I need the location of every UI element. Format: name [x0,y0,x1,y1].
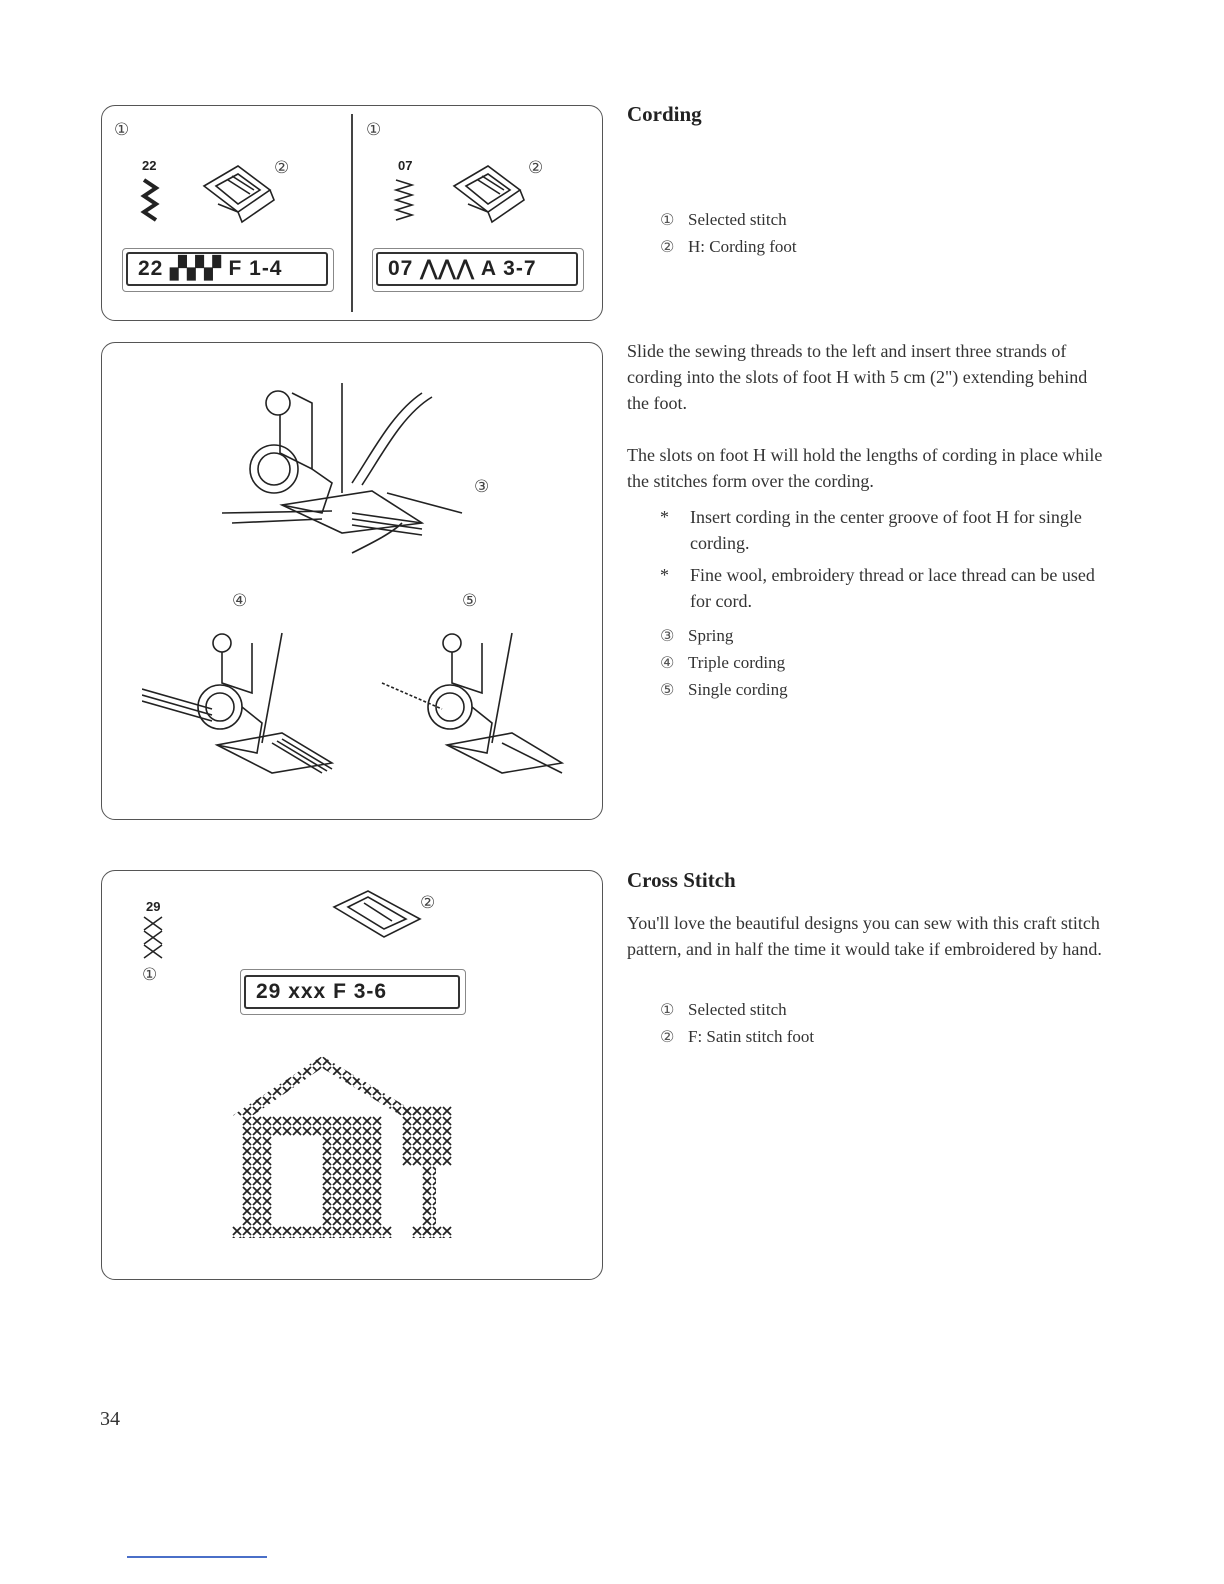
stitch-number: 07 [398,158,413,173]
stitch-pattern-icon [390,176,420,222]
single-cording-illustration [372,623,572,783]
triple-cording-marker: ④ [232,591,248,611]
marker-2: ② [420,893,436,913]
part-text: Single cording [688,680,788,699]
part-mark: ④ [660,653,675,672]
legend-item [660,237,797,257]
legend-mark: ② [660,237,675,256]
marker-1: ① [142,965,158,985]
cording-heading: Cording [627,102,702,126]
part-mark: ③ [660,626,675,645]
cross-stitch-heading: Cross Stitch [627,868,736,892]
legend-mark: ① [660,1000,675,1019]
cording-foot-illustration [222,373,482,573]
note-text: Insert cording in the center groove of foot H for single cording. [690,507,1082,553]
single-cording-marker: ⑤ [462,591,478,611]
page-number: 34 [100,1408,120,1430]
legend-item [660,1027,814,1047]
stitch-lcd-display: 22 ▞▞▞ F 1-4 [126,252,328,286]
cross-stitch-house-sample [222,1046,482,1246]
part-mark: ⑤ [660,680,675,699]
legend-text: Selected stitch [688,210,787,229]
footer-rule [127,1556,267,1558]
marker-1: ① [114,120,130,140]
part-item [660,680,788,700]
note-item [660,562,1110,614]
cording-paragraph-1: Slide the sewing threads to the left and insert three strands of cording into the slots of foot H with 5 cm (2") extending behind the foot. [627,341,1088,413]
marker-2: ② [274,158,290,178]
spring-label-marker: ③ [474,477,490,497]
presser-foot-icon [448,156,528,226]
legend-mark: ① [660,210,675,229]
marker-1: ① [366,120,382,140]
cross-stitch-paragraph: You'll love the beautiful designs you can sew with this craft stitch pattern, and in half the time it would take if embroidered by hand. [627,913,1102,959]
stitch-number: 29 [146,899,161,914]
cross-stitch-panel [101,870,603,1280]
legend-text: H: Cording foot [688,237,797,256]
cording-paragraph-2: The slots on foot H will hold the lengths of cording in place while the stitches form over the cording. [627,445,1103,491]
stitch-settings-panel [101,105,603,321]
presser-foot-icon [198,156,278,226]
stitch-pattern-icon [136,176,166,222]
stitch-lcd-display: 29 xxx F 3-6 [244,975,460,1009]
triple-cording-illustration [142,623,342,783]
marker-2: ② [528,158,544,178]
part-text: Spring [688,626,734,645]
stitch-lcd-display: 07 ⋀⋀⋀ A 3-7 [376,252,578,286]
part-item [660,626,733,646]
note-text: Fine wool, embroidery thread or lace thread can be used for cord. [690,565,1095,611]
legend-item [660,210,787,230]
legend-mark: ② [660,1027,675,1046]
satin-foot-icon [328,885,428,945]
note-star: * [660,507,669,527]
note-star: * [660,565,669,585]
legend-text: Selected stitch [688,1000,787,1019]
legend-item [660,1000,787,1020]
panel-divider [351,114,353,312]
part-item [660,653,785,673]
note-item [660,504,1110,556]
stitch-number: 22 [142,158,157,173]
legend-text: F: Satin stitch foot [688,1027,815,1046]
cording-illustration-panel [101,342,603,820]
cross-stitch-pattern-icon [142,915,164,961]
part-text: Triple cording [688,653,786,672]
